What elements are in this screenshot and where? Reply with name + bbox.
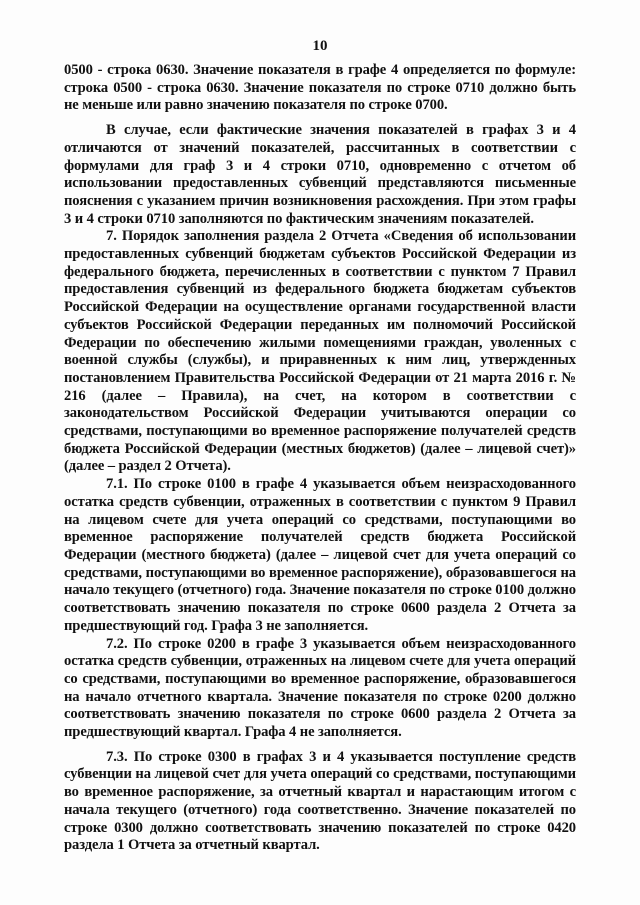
paragraph-continuation: 0500 - строка 0630. Значение показателя в графе 4 определяется по формуле: строка 0500 - строка 0630. Значение показателя по строке 0710 должно быть не меньше или равно значению показателя по строке 0700. bbox=[64, 62, 576, 114]
page-number: 10 bbox=[312, 38, 328, 54]
paragraph-discrepancy-explanation: В случае, если фактические значения показателей в графах 3 и 4 отличаются от значений показателей, рассчитанных в соответствии с формулами для граф 3 и 4 строки 0710, одновременно с отчетом об использовании предоставленных субвенций представляются письменные пояснения с указанием причин возникновения расхождения. При этом графы 3 и 4 строки 0710 заполняются по фактическим значениям показателей. bbox=[64, 122, 576, 227]
paragraph-section-7-1: 7.1. По строке 0100 в графе 4 указывается объем неизрасходованного остатка средств субвенции, отраженных в соответствии с пунктом 9 Правил на лицевом счете для учета операций со средствами, поступающими во временное распоряжение получателей средств бюджета Российской Федерации (местного бюджета) (далее – лицевой счет для учета операций со средствами, поступающими во временное распоряжение), образовавшегося на начало текущего (отчетного) года. Значение показателя по строке 0100 должно соответствовать значению показателя по строке 0600 раздела 2 Отчета за предшествующий год. Графа 3 не заполняется. bbox=[64, 476, 576, 634]
paragraph-section-7: 7. Порядок заполнения раздела 2 Отчета «Сведения об использовании предоставленных субвенций бюджетам субъектов Российской Федерации из федерального бюджета, перечисленных в соответствии с пунктом 7 Правил предоставления субвенций из федерального бюджета бюджетам субъектов Российской Федерации на осуществление органами государственной власти субъектов Российской Федерации переданных им полномочий Российской Федерации по обеспечению жилыми помещениями граждан, уволенных с военной службы (службы), и приравненных к ним лиц, утвержденных постановлением Правительства Российской Федерации от 21 марта 2016 г. № 216 (далее – Правила), на счет, на котором в соответствии с законодательством Российской Федерации учитываются операции со средствами, поступающими во временное распоряжение получателей средств бюджета Российской Федерации (местных бюджетов) (далее – лицевой счет)» (далее – раздел 2 Отчета). bbox=[64, 228, 576, 475]
document-body bbox=[64, 62, 576, 855]
paragraph-section-7-2: 7.2. По строке 0200 в графе 3 указывается объем неизрасходованного остатка средств субвенции, отраженных на лицевом счете для учета операций со средствами, поступающими во временное распоряжение, образовавшегося на начало отчетного квартала. Значение показателя по строке 0200 должно соответствовать значению показателя по строке 0600 раздела 2 Отчета за предшествующий квартал. Графа 4 не заполняется. bbox=[64, 635, 576, 741]
paragraph-section-7-3: 7.3. По строке 0300 в графах 3 и 4 указывается поступление средств субвенции на лицевой счет для учета операций со средствами, поступающими во временное распоряжение, за отчетный квартал и нарастающим итогом с начала текущего (отчетного) года соответственно. Значение показателей по строке 0300 должно соответствовать значению показателей по строке 0420 раздела 1 Отчета за отчетный квартал. bbox=[64, 748, 576, 854]
